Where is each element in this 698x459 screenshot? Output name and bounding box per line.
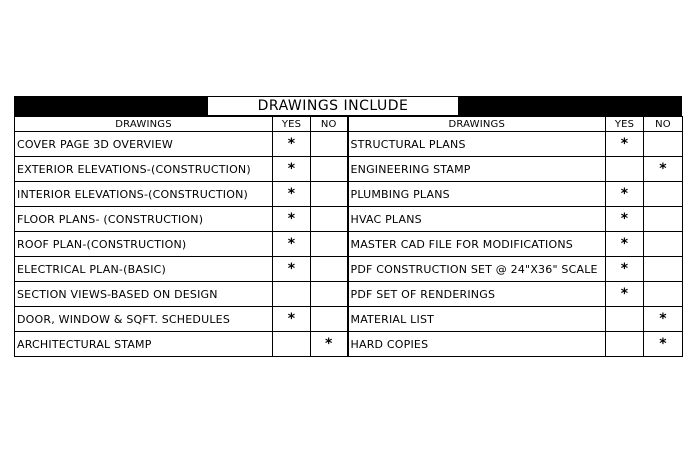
left-yes-mark — [273, 332, 311, 357]
right-no-mark — [644, 232, 683, 257]
right-item-label: HARD COPIES — [348, 332, 606, 357]
right-item-label: PDF SET OF RENDERINGS — [348, 282, 606, 307]
left-no-mark: * — [311, 332, 348, 357]
left-yes-mark: * — [273, 182, 311, 207]
right-item-label: MASTER CAD FILE FOR MODIFICATIONS — [348, 232, 606, 257]
left-no-mark — [311, 207, 348, 232]
right-yes-mark — [606, 332, 644, 357]
left-no-mark — [311, 157, 348, 182]
left-yes-mark: * — [273, 157, 311, 182]
right-yes-mark: * — [606, 182, 644, 207]
right-yes-mark: * — [606, 282, 644, 307]
left-item-label: SECTION VIEWS-BASED ON DESIGN — [15, 282, 273, 307]
right-no-mark — [644, 282, 683, 307]
right-no-mark — [644, 207, 683, 232]
left-item-label: DOOR, WINDOW & SQFT. SCHEDULES — [15, 307, 273, 332]
right-yes-header: YES — [606, 117, 644, 132]
table-row — [15, 157, 683, 182]
left-yes-mark: * — [273, 207, 311, 232]
left-yes-header: YES — [273, 117, 311, 132]
left-item-label: EXTERIOR ELEVATIONS-(CONSTRUCTION) — [15, 157, 273, 182]
table-row — [15, 257, 683, 282]
left-item-label: ROOF PLAN-(CONSTRUCTION) — [15, 232, 273, 257]
right-item-label: PLUMBING PLANS — [348, 182, 606, 207]
table-row — [15, 282, 683, 307]
right-no-mark — [644, 132, 683, 157]
right-item-label: STRUCTURAL PLANS — [348, 132, 606, 157]
right-no-mark: * — [644, 307, 683, 332]
title-bar — [14, 96, 682, 116]
right-item-label: MATERIAL LIST — [348, 307, 606, 332]
drawings-include-sheet — [14, 96, 682, 357]
right-no-header: NO — [644, 117, 683, 132]
left-no-mark — [311, 232, 348, 257]
table-row — [15, 132, 683, 157]
right-yes-mark: * — [606, 257, 644, 282]
left-no-mark — [311, 307, 348, 332]
drawings-table — [14, 116, 683, 357]
right-no-mark: * — [644, 157, 683, 182]
left-yes-mark: * — [273, 132, 311, 157]
right-no-mark — [644, 257, 683, 282]
left-no-mark — [311, 182, 348, 207]
left-yes-mark: * — [273, 307, 311, 332]
left-no-header: NO — [311, 117, 348, 132]
right-no-mark — [644, 182, 683, 207]
right-yes-mark: * — [606, 207, 644, 232]
right-yes-mark: * — [606, 232, 644, 257]
left-item-label: ARCHITECTURAL STAMP — [15, 332, 273, 357]
table-row — [15, 332, 683, 357]
right-yes-mark — [606, 307, 644, 332]
left-yes-mark — [273, 282, 311, 307]
right-no-mark: * — [644, 332, 683, 357]
left-no-mark — [311, 257, 348, 282]
table-row — [15, 207, 683, 232]
table-row — [15, 232, 683, 257]
left-no-mark — [311, 282, 348, 307]
right-yes-mark — [606, 157, 644, 182]
right-yes-mark: * — [606, 132, 644, 157]
table-row — [15, 307, 683, 332]
left-no-mark — [311, 132, 348, 157]
right-item-label: PDF CONSTRUCTION SET @ 24"X36" SCALE — [348, 257, 606, 282]
sheet-title: DRAWINGS INCLUDE — [207, 97, 459, 115]
table-row — [15, 182, 683, 207]
left-drawings-header: DRAWINGS — [15, 117, 273, 132]
left-yes-mark: * — [273, 232, 311, 257]
left-yes-mark: * — [273, 257, 311, 282]
right-item-label: ENGINEERING STAMP — [348, 157, 606, 182]
left-item-label: ELECTRICAL PLAN-(BASIC) — [15, 257, 273, 282]
header-row — [15, 117, 683, 132]
left-item-label: COVER PAGE 3D OVERVIEW — [15, 132, 273, 157]
right-drawings-header: DRAWINGS — [348, 117, 606, 132]
left-item-label: FLOOR PLANS- (CONSTRUCTION) — [15, 207, 273, 232]
right-item-label: HVAC PLANS — [348, 207, 606, 232]
left-item-label: INTERIOR ELEVATIONS-(CONSTRUCTION) — [15, 182, 273, 207]
